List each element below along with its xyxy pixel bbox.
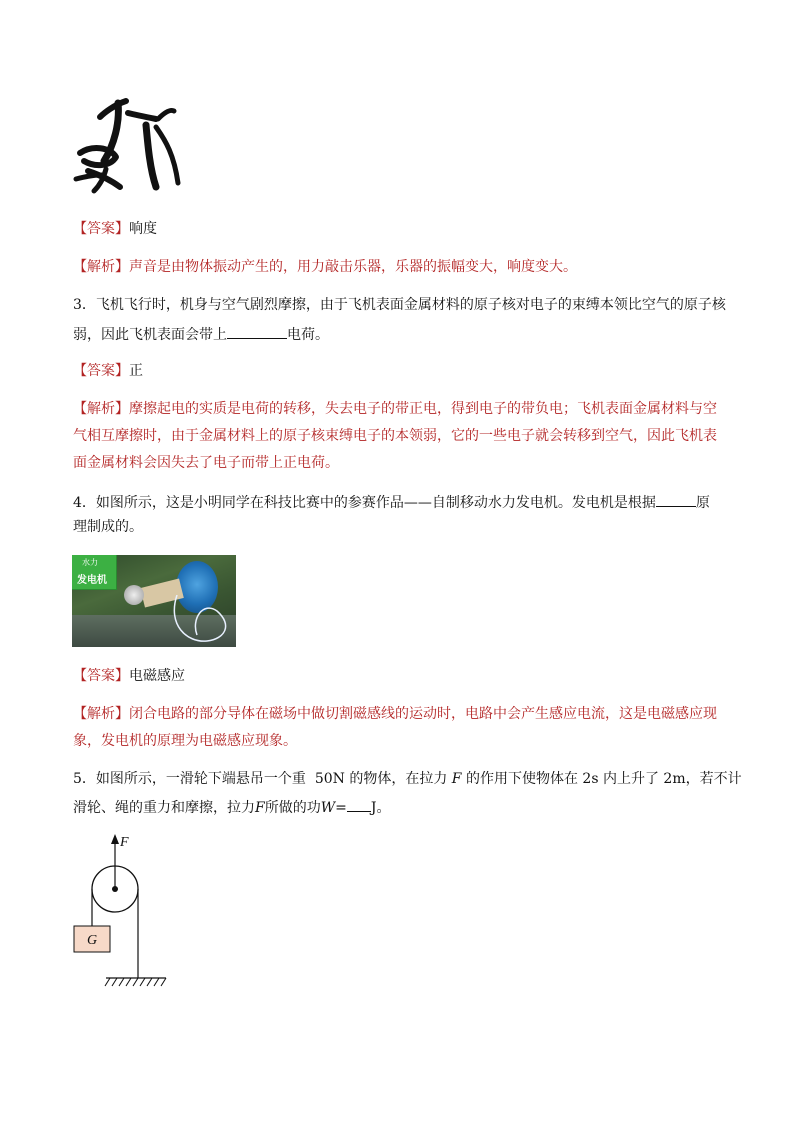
answer-value: 响度 <box>129 221 157 237</box>
q5-weight: 50N <box>314 771 345 787</box>
q5-line1 <box>73 770 742 788</box>
analysis-label: 【解析】 <box>73 259 129 275</box>
q5-line2 <box>73 797 390 817</box>
q4-answer-blank <box>656 492 696 507</box>
q3-line2-b: 电荷。 <box>287 327 329 343</box>
q4-analysis-line1 <box>73 705 717 723</box>
q4-analysis-line2: 象，发电机的原理为电磁感应现象。 <box>73 733 297 749</box>
q5-text-f: 内上升了 <box>602 771 659 787</box>
analysis-text: 声音是由物体振动产生的，用力敲击乐器，乐器的振幅变大，响度变大。 <box>129 259 577 275</box>
ground-hatching <box>105 978 166 986</box>
q3-line2 <box>73 324 329 344</box>
q3-line2-a: 弱，因此飞机表面会带上 <box>73 327 227 343</box>
q5-text-d: 的作用下使物体在 <box>465 771 578 787</box>
force-label: F <box>120 835 129 850</box>
q3-analysis-line2: 气相互摩擦时，由于金属材料上的原子核束缚电子的本领弱，它的一些电子就会转移到空气，因此飞机表 <box>73 428 717 444</box>
q5-force-symbol: F <box>451 771 462 787</box>
generator-photo <box>72 555 236 647</box>
q5-text-a: 5．如图所示，一滑轮下端悬吊一个重 <box>73 771 306 787</box>
analysis-label: 【解析】 <box>73 706 129 722</box>
q5-time: 2s <box>582 771 599 787</box>
q5-answer-blank <box>347 797 371 812</box>
answer-value: 电磁感应 <box>129 668 185 684</box>
answer-label: 【答案】 <box>73 221 129 237</box>
q5-text2-b: 所做的功 <box>264 800 321 816</box>
q5-force-symbol-2: F <box>255 800 265 816</box>
q4-line1-a: 4．如图所示，这是小明同学在科技比赛中的参赛作品——自制移动水力发电机。发电机是根据 <box>73 495 656 511</box>
answer-value: 正 <box>129 363 143 379</box>
weight-label: G <box>87 933 98 948</box>
q4-answer <box>73 667 185 685</box>
q5-text-g: 2m，若不计 <box>663 771 742 787</box>
q5-text-c: 的物体，在拉力 <box>349 771 448 787</box>
q3-analysis-line3: 面金属材料会因失去了电子而带上正电荷。 <box>73 455 339 471</box>
q5-text2-a: 滑轮、绳的重力和摩擦，拉力 <box>73 800 255 816</box>
photo-label-box <box>72 555 117 590</box>
analysis-text: 闭合电路的部分导体在磁场中做切割磁感线的运动时，电路中会产生感应电流，这是电磁感应现 <box>129 706 717 722</box>
q5-work-symbol: W <box>320 800 336 816</box>
q5-equals: = <box>335 800 347 816</box>
answer-label: 【答案】 <box>73 668 129 684</box>
answer-label: 【答案】 <box>73 363 129 379</box>
photo-wire <box>167 595 236 647</box>
analysis-text: 摩擦起电的实质是电荷的转移，失去电子的带正电，得到电子的带负电；飞机表面金属材料与空 <box>129 401 717 417</box>
analysis-label: 【解析】 <box>73 401 129 417</box>
photo-generator <box>124 585 144 605</box>
pulley-axle <box>112 886 118 892</box>
pulley-diagram <box>66 828 186 994</box>
q4-line1-b: 原 <box>695 495 710 511</box>
analysis-prev <box>73 258 577 276</box>
photo-label-small: 水力 <box>82 558 98 567</box>
q3-answer <box>73 362 143 380</box>
photo-label-big: 发电机 <box>77 575 107 586</box>
force-arrow-head <box>111 834 119 844</box>
calligraphy-image <box>70 95 190 195</box>
q4-line2: 理制成的。 <box>73 519 143 535</box>
q3-analysis-line1 <box>73 400 717 418</box>
q3-line1: 3．飞机飞行时，机身与空气剧烈摩擦，由于飞机表面金属材料的原子核对电子的束缚本领比空气的原子核 <box>73 297 726 313</box>
answer-prev <box>73 220 157 238</box>
q3-answer-blank <box>227 324 287 339</box>
q4-line1 <box>73 492 710 512</box>
q5-unit: J。 <box>370 800 391 816</box>
